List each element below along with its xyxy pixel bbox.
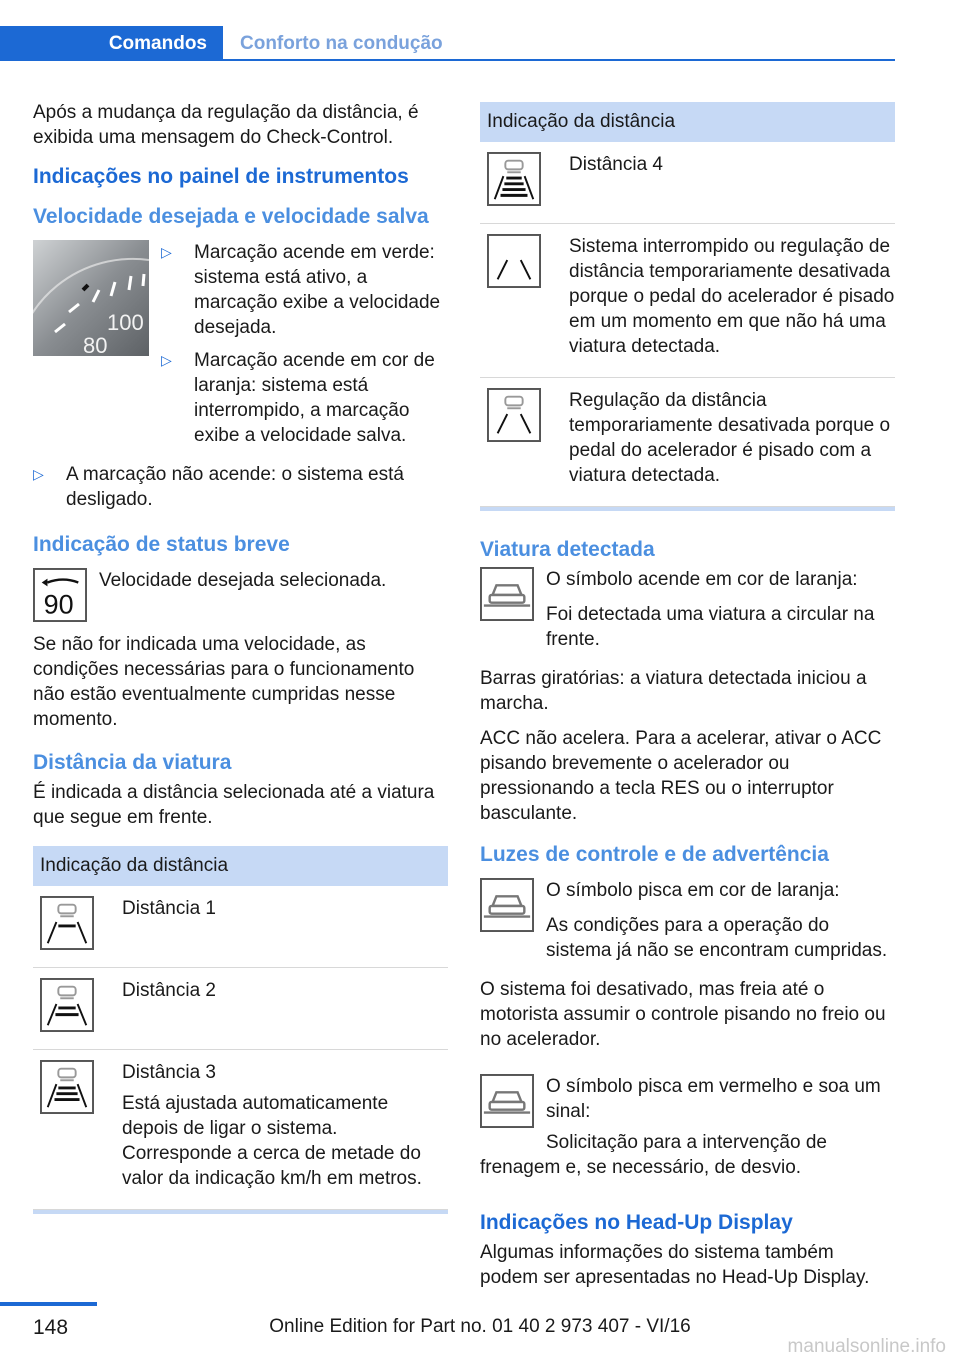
triangle-bullet-icon: ▷ — [161, 352, 172, 368]
table-row: Distância 4 — [480, 142, 895, 224]
triangle-bullet-icon: ▷ — [33, 466, 44, 482]
bullet-off: ▷ A marcação não acende: o sistema está desligado. — [33, 464, 404, 510]
heading-distance: Distância da viatura — [33, 751, 232, 774]
tab-conforto[interactable]: Conforto na condução — [240, 32, 443, 54]
speed-bullets — [161, 240, 448, 456]
header-rule — [223, 59, 895, 61]
distance-3-icon — [40, 1060, 94, 1114]
intro-paragraph: Após a mudança da regulação da distância, é exibida uma mensagem do Check-Control. — [33, 102, 419, 148]
table-header: Indicação da distância — [33, 846, 448, 886]
heading-warning: Luzes de controle e de advertência — [480, 843, 829, 866]
bullet-green: ▷ Marcação acende em verde: sistema está ativo, a marcação exibe a velocidade desejada. — [161, 242, 441, 338]
table-end-rule — [33, 1210, 448, 1214]
warning-row: O símbolo pisca em cor de laranja: As condições para a operação do sistema já não se encontram cumpridas. — [480, 878, 895, 973]
distance-table-left — [33, 846, 448, 1214]
deactivated-paragraph: O sistema foi desativado, mas freia até o motorista assumir o controle pisando no freio ou no acelerador. — [480, 979, 886, 1050]
table-row: Distância 3 Está ajustada automaticamente depois de ligar o sistema. Corresponde a cerca de metade do valor da indicação km/h em metros. — [33, 1050, 448, 1210]
heading-status: Indicação de status breve — [33, 533, 290, 556]
table-row: Sistema interrompido ou regulação de distância temporariamente desativada porque o pedal do acelerador é pisado em um momento em que não há uma viatura detectada. — [480, 224, 895, 378]
heading-hud: Indicações no Head-Up Display — [480, 1211, 793, 1234]
red-warning-row: O símbolo pisca em vermelho e soa um sinal: — [480, 1074, 895, 1134]
distance-2-icon — [40, 978, 94, 1032]
distance-1-icon — [40, 896, 94, 950]
status-icon-number: 90 — [43, 589, 74, 620]
table-row: Distância 1 — [33, 886, 448, 968]
speedometer-image — [33, 240, 149, 356]
heading-instruments: Indicações no painel de instrumentos — [33, 165, 409, 188]
table-end-rule — [480, 507, 895, 511]
car-icon — [480, 567, 534, 621]
off-bullet-list — [33, 462, 448, 512]
header-bar — [0, 0, 960, 62]
interrupted-icon — [487, 234, 541, 288]
distance-table-right — [480, 102, 895, 511]
right-column — [480, 100, 895, 1300]
tab-comandos[interactable]: Comandos — [0, 26, 223, 61]
speedo-number-100: 100 — [107, 310, 144, 335]
set-speed-icon — [33, 568, 87, 622]
distance-4-icon — [487, 152, 541, 206]
watermark: manualsonline.info — [787, 1336, 946, 1357]
no-speed-paragraph: Se não for indicada uma velocidade, as condições necessárias para o funcionamento não estão eventualmente cumpridas nesse momento. — [33, 634, 415, 730]
car-warning-red-icon — [480, 1074, 534, 1128]
triangle-bullet-icon: ▷ — [161, 244, 172, 260]
heading-speed: Velocidade desejada e velocidade salva — [33, 205, 429, 228]
acc-paragraph: ACC não acelera. Para a acelerar, ativar o ACC pisando brevemente o acelerador ou pressionando a tecla RES ou o interruptor basculante. — [480, 728, 882, 824]
distance-paragraph: É indicada a distância selecionada até a viatura que segue em frente. — [33, 782, 435, 828]
speedo-number-80: 80 — [83, 333, 108, 356]
status-text: Velocidade desejada selecionada. — [99, 570, 387, 591]
car-warning-orange-icon — [480, 878, 534, 932]
footer-rule — [0, 1302, 97, 1306]
speed-section — [33, 240, 448, 456]
status-row — [33, 568, 448, 622]
table-header: Indicação da distância — [480, 102, 895, 142]
page-number: 148 — [33, 1316, 69, 1339]
bullet-orange: ▷ Marcação acende em cor de laranja: sistema está interrompido, a marcação exibe a velocidade salva. — [161, 350, 435, 446]
heading-detected: Viatura detectada — [480, 538, 655, 561]
table-row: Regulação da distância temporariamente desativada porque o pedal do acelerador é pisado com a viatura detectada. — [480, 378, 895, 507]
red-warning-text-2: Solicitação para a intervenção de frenagem e, se necessário, de desvio. — [480, 1132, 827, 1178]
detected-row: O símbolo acende em cor de laranja: Foi detectada uma viatura a circular na frente. — [480, 567, 895, 662]
edition-text: Online Edition for Part no. 01 40 2 973 407 - VI/16 — [269, 1316, 691, 1337]
deactivated-car-icon — [487, 388, 541, 442]
table-row: Distância 2 — [33, 968, 448, 1050]
hud-paragraph: Algumas informações do sistema também podem ser apresentadas no Head-Up Display. — [480, 1242, 870, 1288]
bars-paragraph: Barras giratórias: a viatura detectada iniciou a marcha. — [480, 668, 867, 714]
left-column — [33, 100, 448, 1214]
